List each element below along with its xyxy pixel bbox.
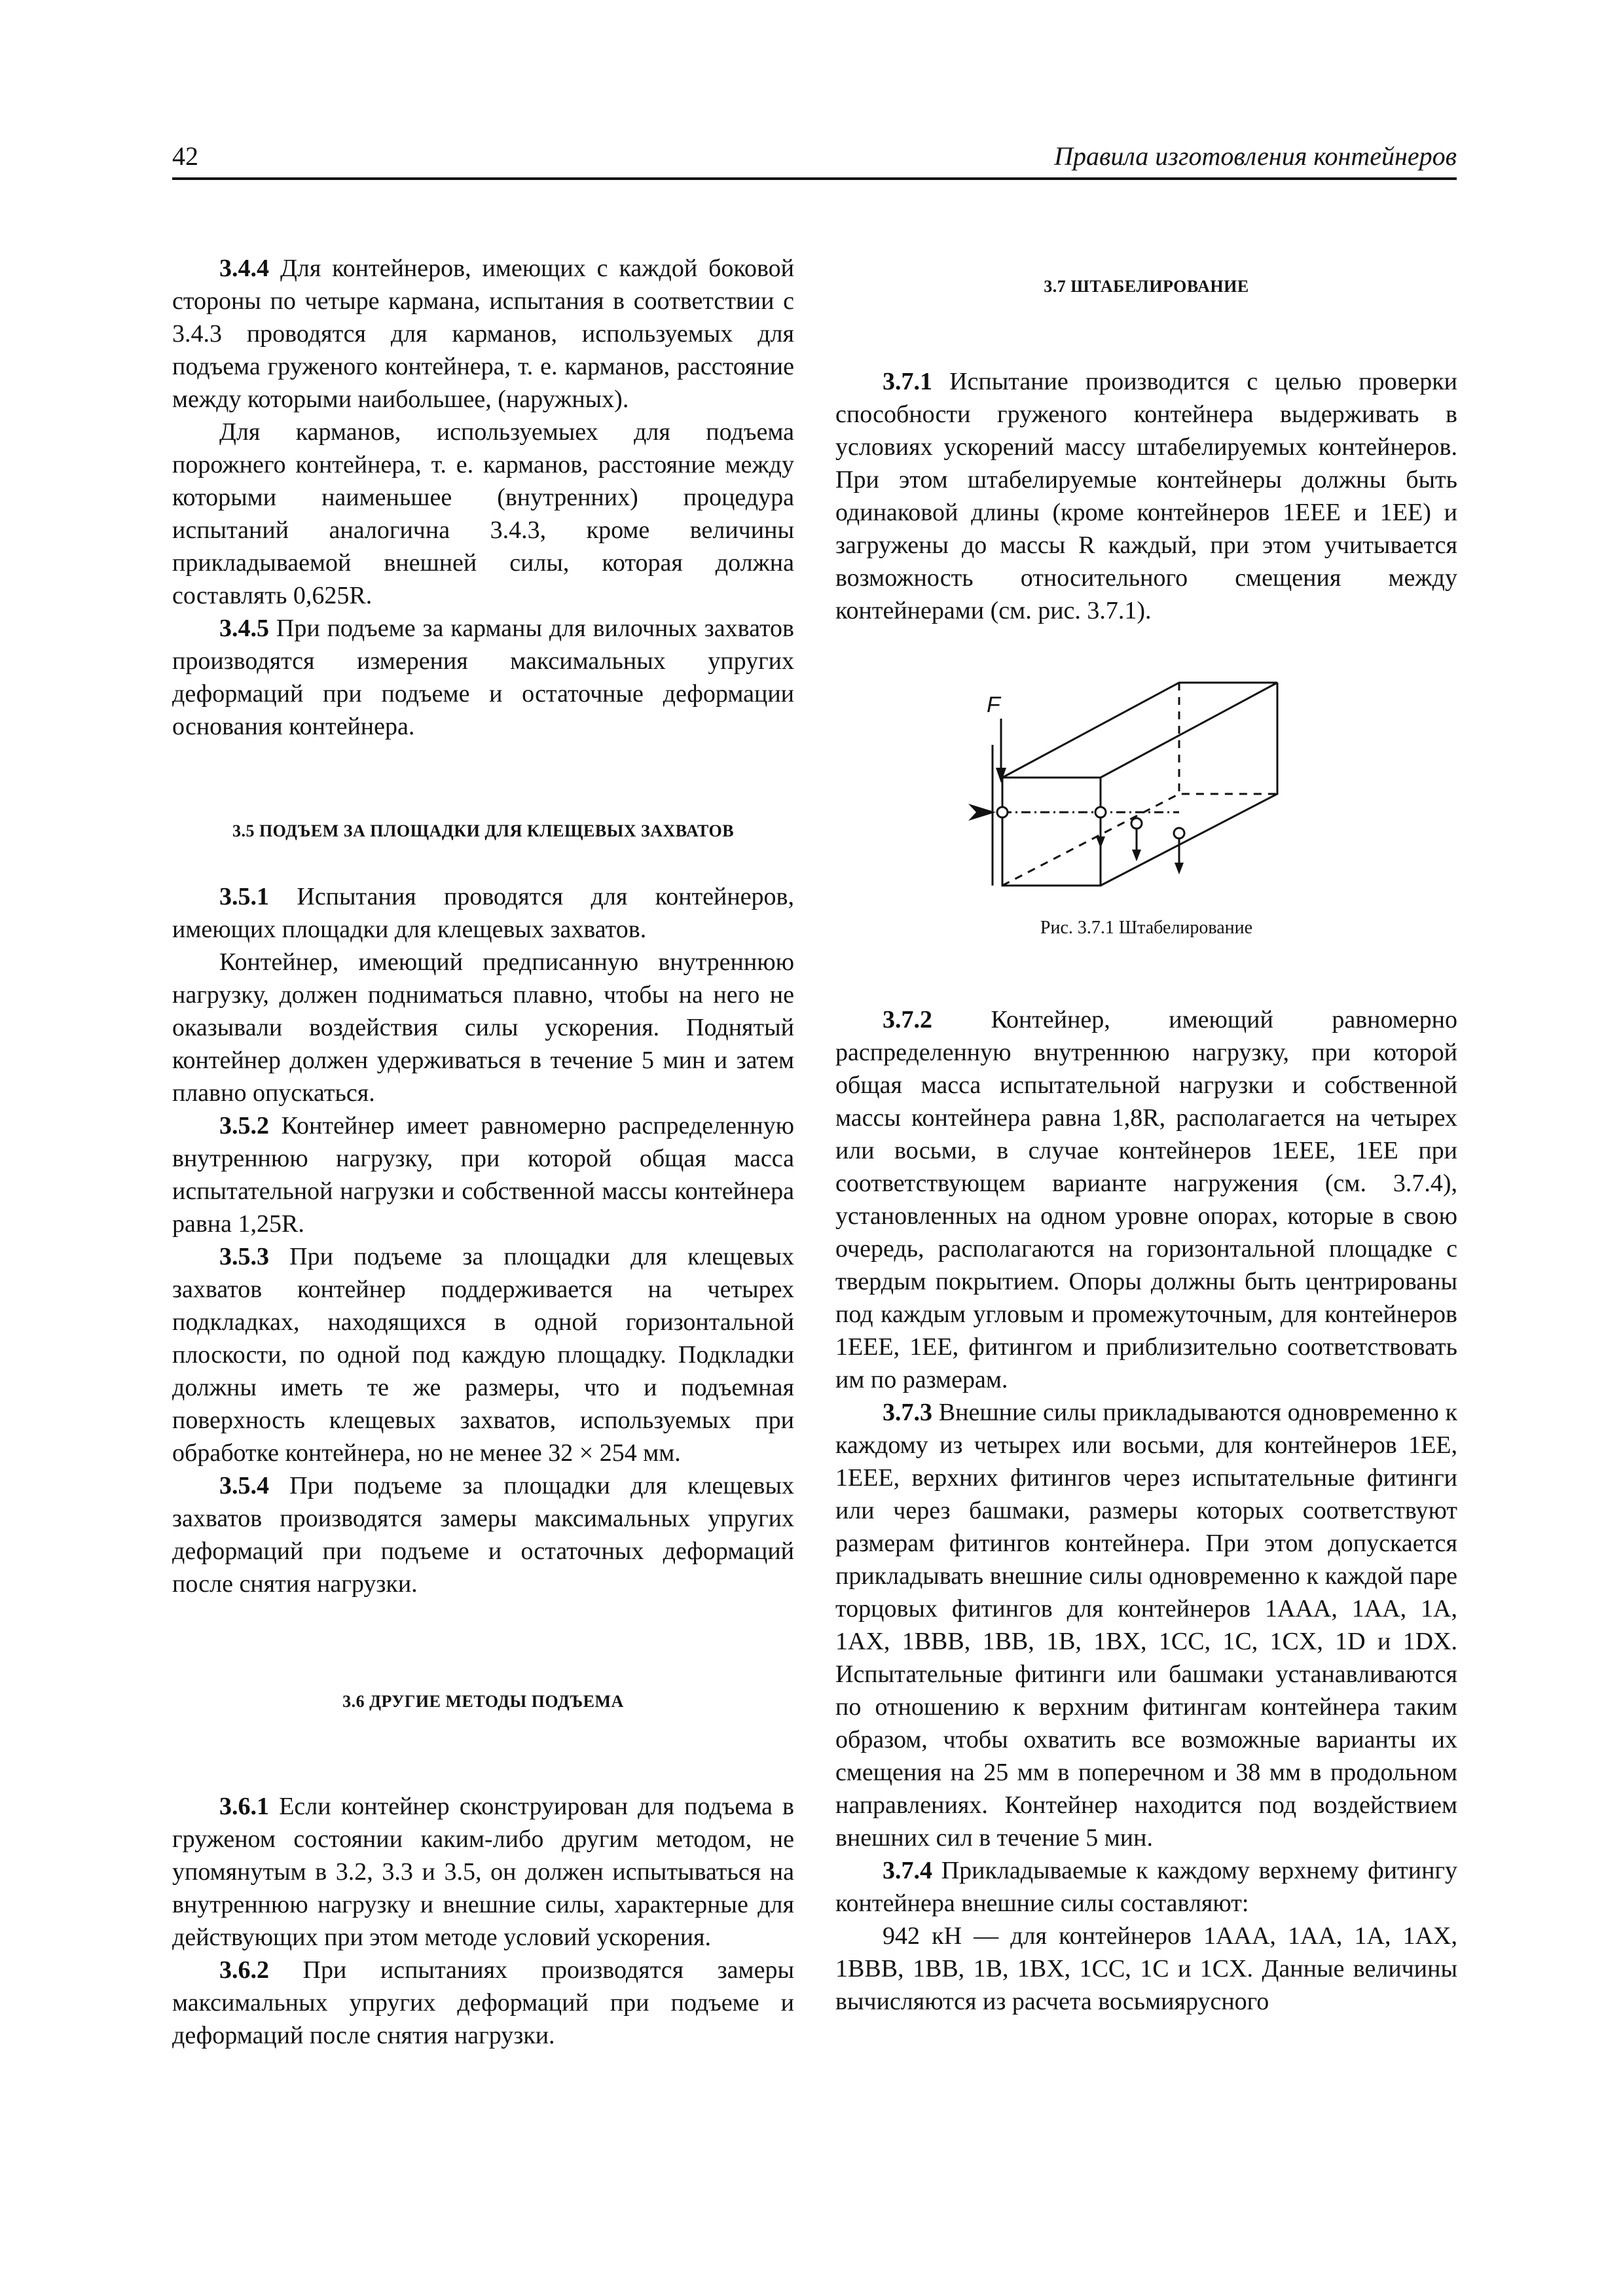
clause-number: 3.5.4 xyxy=(219,1472,269,1499)
figure-3-7-1 xyxy=(835,673,1457,944)
paragraph-text: Для контейнеров, имеющих с каждой боковой стороны по четыре кармана, испытания в соответствии с 3.4.3 проводятся для карманов, используемых для подъема груженого контейнера, т. е. карманов, расстояние между которыми наибольшее, (наружных). xyxy=(172,255,794,413)
paragraph-text: Контейнер имеет равномерно распределенную внутреннюю нагрузку, при которой общая масса испытательной нагрузки и собственной массы контейнера равна 1,25R. xyxy=(172,1112,794,1238)
section-heading-3-6: 3.6 ДРУГИЕ МЕТОДЫ ПОДЪЕМА xyxy=(342,1692,624,1711)
clause-number: 3.7.2 xyxy=(883,1006,932,1033)
paragraph-text: При испытаниях производятся замеры максимальных упругих деформаций при подъеме и деформаций после снятия нагрузки. xyxy=(172,1956,794,2049)
paragraph-3-5-1-continued: Контейнер, имеющий предписанную внутреннюю нагрузку, должен подниматься плавно, чтобы на него не оказывали воздействия силы ускорения. Поднятый контейнер должен удерживаться в течение 5 мин и затем плавно опускаться. xyxy=(172,948,794,1107)
clause-number: 3.6.2 xyxy=(219,1956,269,1984)
clause-number: 3.4.5 xyxy=(219,615,269,642)
clause-number: 3.7.3 xyxy=(883,1399,932,1426)
container-top-face xyxy=(1002,683,1277,778)
clause-number: 3.4.4 xyxy=(219,255,269,282)
stacking-diagram xyxy=(963,673,1330,895)
clause-number: 3.7.1 xyxy=(883,368,932,395)
section-heading-3-7: 3.7 ШТАБЕЛИРОВАНИЕ xyxy=(1044,277,1249,296)
hidden-bottom-edges xyxy=(1002,794,1277,886)
paragraph-3-7-4 xyxy=(835,1854,1457,1920)
paragraph-3-7-3 xyxy=(835,1396,1457,1854)
running-title: Правила изготовления контейнеров xyxy=(1054,141,1457,171)
paragraph-text: При подъеме за площадки для клещевых захватов производятся замеры максимальных упругих деформаций при подъеме и остаточных деформаций после снятия нагрузки. xyxy=(172,1472,794,1598)
down-arrow-head xyxy=(1175,863,1184,874)
paragraph-3-4-4-continued: Для карманов, используемыех для подъема порожнего контейнера, т. е. карманов, расстояние между которыми наименьшее (внутренних) процедура испытаний аналогична 3.4.3, кроме величины прикладываемой внешней силы, которая должна составлять 0,625R. xyxy=(172,418,794,609)
paragraph-text: Испытания проводятся для контейнеров, имеющих площадки для клещевых захватов. xyxy=(172,883,794,943)
right-column xyxy=(835,252,1457,2018)
paragraph-3-4-5 xyxy=(172,612,794,743)
paragraph-text: Прикладываемые к каждому верхнему фитингу контейнера внешние силы составляют: xyxy=(835,1857,1457,1917)
down-arrow-head xyxy=(1096,836,1105,848)
fitting-circle xyxy=(1131,818,1142,829)
page-number: 42 xyxy=(172,141,198,171)
paragraph-3-7-1 xyxy=(835,365,1457,627)
paragraph-text: При подъеме за карманы для вилочных захватов производятся измерения максимальных упругих деформаций при подъеме и остаточные деформации основания контейнера. xyxy=(172,615,794,740)
paragraph-3-6-1 xyxy=(172,1790,794,1954)
fitting-circle xyxy=(1095,807,1106,817)
clause-number: 3.5.2 xyxy=(219,1112,269,1139)
container-side-edges xyxy=(1101,683,1277,886)
paragraph-3-5-3 xyxy=(172,1240,794,1469)
paragraph-3-6-2 xyxy=(172,1954,794,2052)
figure-caption: Рис. 3.7.1 Штабелирование xyxy=(1040,918,1253,938)
paragraph-text: Внешние силы прикладываются одновременно к каждому из четырех или восьми, для контейнеров 1EE, 1EEE, верхних фитингов через испытательные фитинги или через башмаки, размеры которых соответствуют размерам фитингов контейнера. При этом допускается прикладывать внешние силы одновременно к каждой паре торцовых фитингов для контейнеров 1AAA, 1AA, 1A, 1AX, 1BBB, 1BB, 1B, 1BX, 1CC, 1C, 1CX, 1D и 1DX. Испытательные фитинги или башмаки устанавливаются по отношению к верхним фитингам контейнера таким образом, чтобы охватить все возможные варианты их смещения на 25 мм в поперечном и 38 мм в продольном направлениях. Контейнер находится под воздействием внешних сил в течение 5 мин. xyxy=(835,1399,1457,1852)
paragraph-text: При подъеме за площадки для клещевых захватов контейнер поддерживается на четырех подкладках, находящихся в одной горизонтальной плоскости, по одной под каждую площадку. Подкладки должны иметь те же размеры, что и подъемная поверхность клещевых захватов, используемых при обработке контейнера, но не менее 32 × 254 мм. xyxy=(172,1243,794,1467)
down-arrow-head xyxy=(1132,850,1141,861)
container-front-face xyxy=(1002,778,1101,886)
clause-number: 3.5.1 xyxy=(219,883,269,910)
fitting-circle xyxy=(1174,828,1184,838)
paragraph-3-7-4-continued: 942 кН — для контейнеров 1AAA, 1AA, 1A, 1AX, 1BBB, 1BB, 1B, 1BX, 1CC, 1C и 1CX. Данные величины вычисляются из расчета восьмиярусного xyxy=(835,1922,1457,2015)
paragraph-text: Испытание производится с целью проверки способности груженого контейнера выдерживать в условиях ускорений массу штабелируемых контейнеров. При этом штабелируемые контейнеры должны быть одинаковой длины (кроме контейнеров 1EEE и 1EE) и загружены до массы R каждый, при этом учитывается возможность относительного смещения между контейнерами (см. рис. 3.7.1). xyxy=(835,368,1457,624)
clause-number: 3.5.3 xyxy=(219,1243,269,1270)
clause-number: 3.7.4 xyxy=(883,1857,932,1884)
fitting-circle xyxy=(997,807,1008,817)
paragraph-3-7-2 xyxy=(835,1003,1457,1396)
page-header xyxy=(172,141,1457,180)
force-label: F xyxy=(987,692,1000,717)
paragraph-3-5-2 xyxy=(172,1109,794,1240)
section-heading-3-5: 3.5 ПОДЪЕМ ЗА ПЛОЩАДКИ ДЛЯ КЛЕЩЕВЫХ ЗАХВАТОВ xyxy=(232,821,735,840)
paragraph-text: Если контейнер сконструирован для подъема в груженом состоянии каким-либо другим методом, не упомянутым в 3.2, 3.3 и 3.5, он должен испытываться на внутреннюю нагрузку и внешние силы, характерные для действующих при этом методе условий ускорения. xyxy=(172,1793,794,1951)
paragraph-text: Контейнер, имеющий равномерно распределенную внутреннюю нагрузку, при которой общая масса испытательной нагрузки и собственной массы контейнера равна 1,8R, располагается на четырех или восьми, в случае контейнеров 1EEE, 1EE при соответствующем варианте нагружения (см. 3.7.4), установленных на одном уровне опорах, которые в свою очередь, располагаются на горизонтальной площадке с твердым покрытием. Опоры должны быть центрированы под каждым угловым и промежуточным, для контейнеров 1EEE, 1EE, фитингом и приблизительно соответствовать им по размерам. xyxy=(835,1006,1457,1393)
left-column xyxy=(172,252,794,2052)
paragraph-3-5-1 xyxy=(172,880,794,946)
clause-number: 3.6.1 xyxy=(219,1793,269,1820)
paragraph-3-4-4 xyxy=(172,252,794,416)
header-rule xyxy=(172,177,1457,180)
paragraph-3-5-4 xyxy=(172,1469,794,1600)
